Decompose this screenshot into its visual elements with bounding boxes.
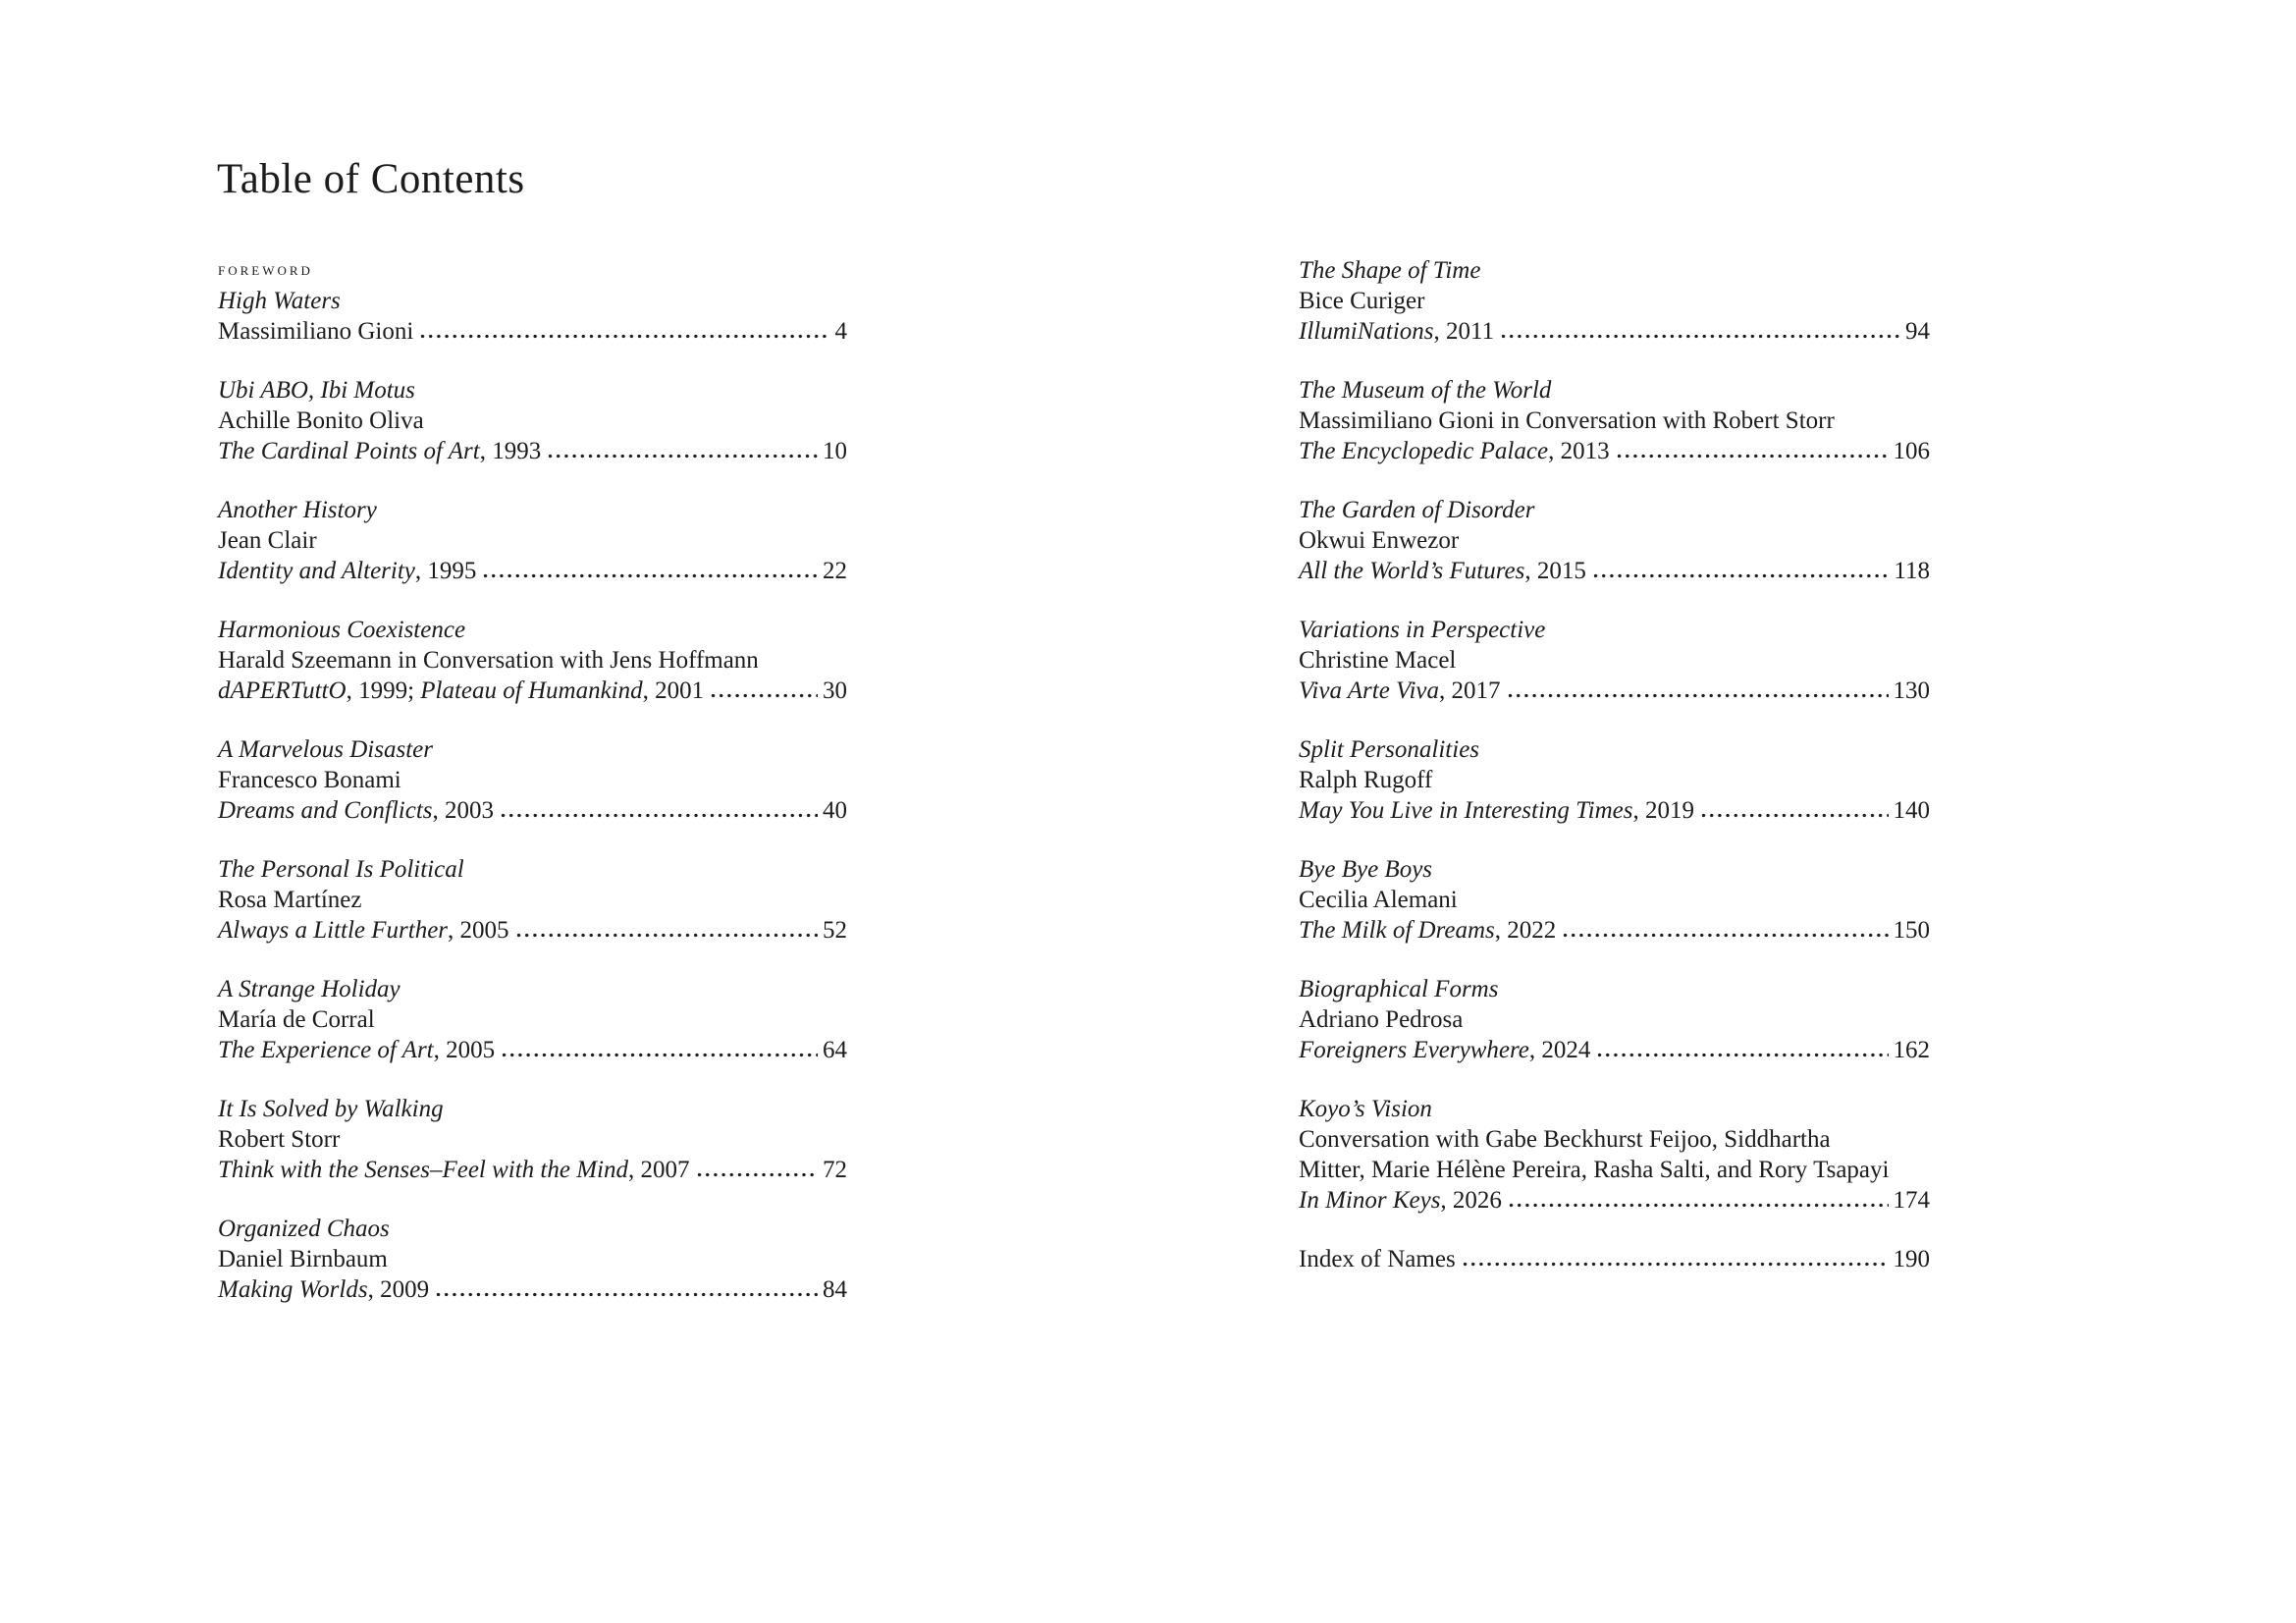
entry-work-title: The Milk of Dreams, 2022	[1299, 917, 1557, 944]
toc-columns	[218, 255, 1930, 1333]
entry-title: Biographical Forms	[1299, 976, 1499, 1002]
entry-leader-line	[1299, 795, 1930, 826]
entry-leader-line	[1299, 1035, 1930, 1065]
entry-page-number: 106	[1893, 438, 1930, 464]
entry-work-title: Viva Arte Viva, 2017	[1299, 677, 1501, 704]
entry-work-title: Massimiliano Gioni	[218, 318, 414, 345]
toc-entry	[1299, 1094, 1930, 1216]
entry-leader-line	[1299, 316, 1930, 347]
entry-title: Bye Bye Boys	[1299, 856, 1433, 883]
entry-page-number: 190	[1893, 1246, 1930, 1272]
entry-page-number: 72	[823, 1157, 847, 1183]
page-title: Table of Contents	[217, 156, 525, 202]
entry-title: Split Personalities	[1299, 736, 1480, 763]
entry-page-number: 64	[823, 1037, 847, 1063]
entry-author: Jean Clair	[218, 527, 317, 554]
entry-leader-line	[218, 556, 847, 586]
entry-leader-line	[1299, 915, 1930, 946]
dot-leader	[502, 1053, 818, 1057]
entry-title: Ubi ABO, Ibi Motus	[218, 377, 415, 404]
entry-leader-line	[1299, 436, 1930, 466]
toc-entry	[1299, 495, 1930, 586]
entry-work-title: IllumiNations, 2011	[1299, 318, 1495, 345]
entry-title: Harmonious Coexistence	[218, 617, 466, 643]
toc-entry	[218, 734, 847, 826]
entry-title: A Strange Holiday	[218, 976, 400, 1002]
entry-author: Achille Bonito Oliva	[218, 407, 424, 434]
entry-page-number: 84	[823, 1276, 847, 1303]
toc-entry	[218, 495, 847, 586]
toc-entry	[1299, 1244, 1930, 1274]
entry-author: Rosa Martínez	[218, 887, 362, 913]
entry-work-title: Foreigners Everywhere, 2024	[1299, 1037, 1591, 1063]
toc-column-right	[1299, 255, 1930, 1333]
entry-title: Koyo’s Vision	[1299, 1096, 1432, 1122]
entry-author: Ralph Rugoff	[1299, 767, 1433, 793]
entry-title: A Marvelous Disaster	[218, 736, 433, 763]
entry-title: It Is Solved by Walking	[218, 1096, 444, 1122]
toc-entry	[1299, 974, 1930, 1065]
toc-entry	[1299, 854, 1930, 946]
toc-entry	[218, 854, 847, 946]
dot-leader	[548, 454, 818, 459]
toc-entry	[1299, 255, 1930, 347]
toc-column-left	[218, 255, 847, 1333]
dot-leader	[1501, 334, 1900, 339]
toc-entry	[1299, 734, 1930, 826]
dot-leader	[501, 813, 818, 818]
entry-work-title: Think with the Senses–Feel with the Mind, 2007	[218, 1157, 690, 1183]
entry-leader-line	[218, 1035, 847, 1065]
toc-entry	[218, 1094, 847, 1185]
dot-leader	[1701, 813, 1888, 818]
entry-author: Conversation with Gabe Beckhurst Feijoo, Siddhartha	[1299, 1126, 1831, 1153]
dot-leader	[1563, 933, 1888, 938]
entry-work-title: The Experience of Art, 2005	[218, 1037, 496, 1063]
entry-work-title: The Cardinal Points of Art, 1993	[218, 438, 542, 464]
dot-leader	[436, 1292, 818, 1297]
entry-leader-line	[218, 1274, 847, 1305]
entry-title: Another History	[218, 497, 377, 523]
entry-leader-line	[1299, 556, 1930, 586]
toc-entry	[1299, 615, 1930, 706]
entry-title: Organized Chaos	[218, 1216, 390, 1242]
entry-author: Mitter, Marie Hélène Pereira, Rasha Salti, and Rory Tsapayi	[1299, 1157, 1890, 1183]
entry-work-title: dAPERTuttO, 1999; Plateau of Humankind, 2001	[218, 677, 705, 704]
entry-page-number: 30	[823, 677, 847, 704]
entry-kicker: foreword	[218, 260, 313, 280]
entry-leader-line	[1299, 1244, 1930, 1274]
dot-leader	[1617, 454, 1889, 459]
entry-page-number: 94	[1905, 318, 1930, 345]
entry-page-number: 118	[1894, 558, 1930, 584]
entry-work-title: All the World’s Futures, 2015	[1299, 558, 1586, 584]
entry-page-number: 4	[834, 318, 847, 345]
entry-work-title: Index of Names	[1299, 1246, 1456, 1272]
toc-entry	[218, 615, 847, 706]
entry-page-number: 52	[823, 917, 847, 944]
dot-leader	[1508, 693, 1889, 698]
dot-leader	[420, 334, 829, 339]
dot-leader	[711, 693, 818, 698]
entry-title: High Waters	[218, 288, 341, 314]
entry-leader-line	[1299, 1185, 1930, 1216]
entry-author: Robert Storr	[218, 1126, 341, 1153]
entry-page-number: 140	[1893, 797, 1930, 824]
dot-leader	[1597, 1053, 1888, 1057]
toc-entry	[1299, 375, 1930, 466]
entry-page-number: 10	[823, 438, 847, 464]
entry-author: Bice Curiger	[1299, 288, 1425, 314]
entry-author: Harald Szeemann in Conversation with Jens Hoffmann	[218, 647, 759, 674]
entry-author: Adriano Pedrosa	[1299, 1006, 1464, 1033]
entry-work-title: Dreams and Conflicts, 2003	[218, 797, 495, 824]
entry-author: Francesco Bonami	[218, 767, 401, 793]
dot-leader	[1509, 1203, 1889, 1208]
dot-leader	[1463, 1262, 1889, 1267]
entry-author: María de Corral	[218, 1006, 375, 1033]
toc-entry	[218, 375, 847, 466]
entry-work-title: In Minor Keys, 2026	[1299, 1187, 1502, 1214]
entry-page-number: 150	[1893, 917, 1930, 944]
entry-page-number: 174	[1893, 1187, 1930, 1214]
entry-work-title: The Encyclopedic Palace, 2013	[1299, 438, 1610, 464]
toc-entry	[218, 974, 847, 1065]
entry-page-number: 130	[1893, 677, 1930, 704]
entry-leader-line	[1299, 676, 1930, 706]
dot-leader	[516, 933, 818, 938]
entry-work-title: Identity and Alterity, 1995	[218, 558, 477, 584]
dot-leader	[697, 1172, 819, 1177]
entry-leader-line	[218, 316, 847, 347]
entry-title: The Museum of the World	[1299, 377, 1552, 404]
entry-page-number: 22	[823, 558, 847, 584]
toc-entry	[218, 1214, 847, 1305]
entry-page-number: 40	[823, 797, 847, 824]
entry-author: Okwui Enwezor	[1299, 527, 1460, 554]
entry-page-number: 162	[1893, 1037, 1930, 1063]
entry-title: Variations in Perspective	[1299, 617, 1546, 643]
entry-title: The Personal Is Political	[218, 856, 464, 883]
entry-author: Daniel Birnbaum	[218, 1246, 388, 1272]
entry-leader-line	[218, 676, 847, 706]
entry-leader-line	[218, 795, 847, 826]
dot-leader	[1593, 573, 1890, 578]
entry-author: Christine Macel	[1299, 647, 1457, 674]
entry-title: The Garden of Disorder	[1299, 497, 1535, 523]
entry-work-title: Making Worlds, 2009	[218, 1276, 430, 1303]
entry-leader-line	[218, 1155, 847, 1185]
dot-leader	[483, 573, 818, 578]
entry-author: Massimiliano Gioni in Conversation with Robert Storr	[1299, 407, 1835, 434]
entry-author: Cecilia Alemani	[1299, 887, 1458, 913]
toc-entry	[218, 255, 847, 347]
entry-title: The Shape of Time	[1299, 257, 1481, 284]
entry-leader-line	[218, 915, 847, 946]
entry-work-title: May You Live in Interesting Times, 2019	[1299, 797, 1695, 824]
entry-leader-line	[218, 436, 847, 466]
entry-work-title: Always a Little Further, 2005	[218, 917, 509, 944]
